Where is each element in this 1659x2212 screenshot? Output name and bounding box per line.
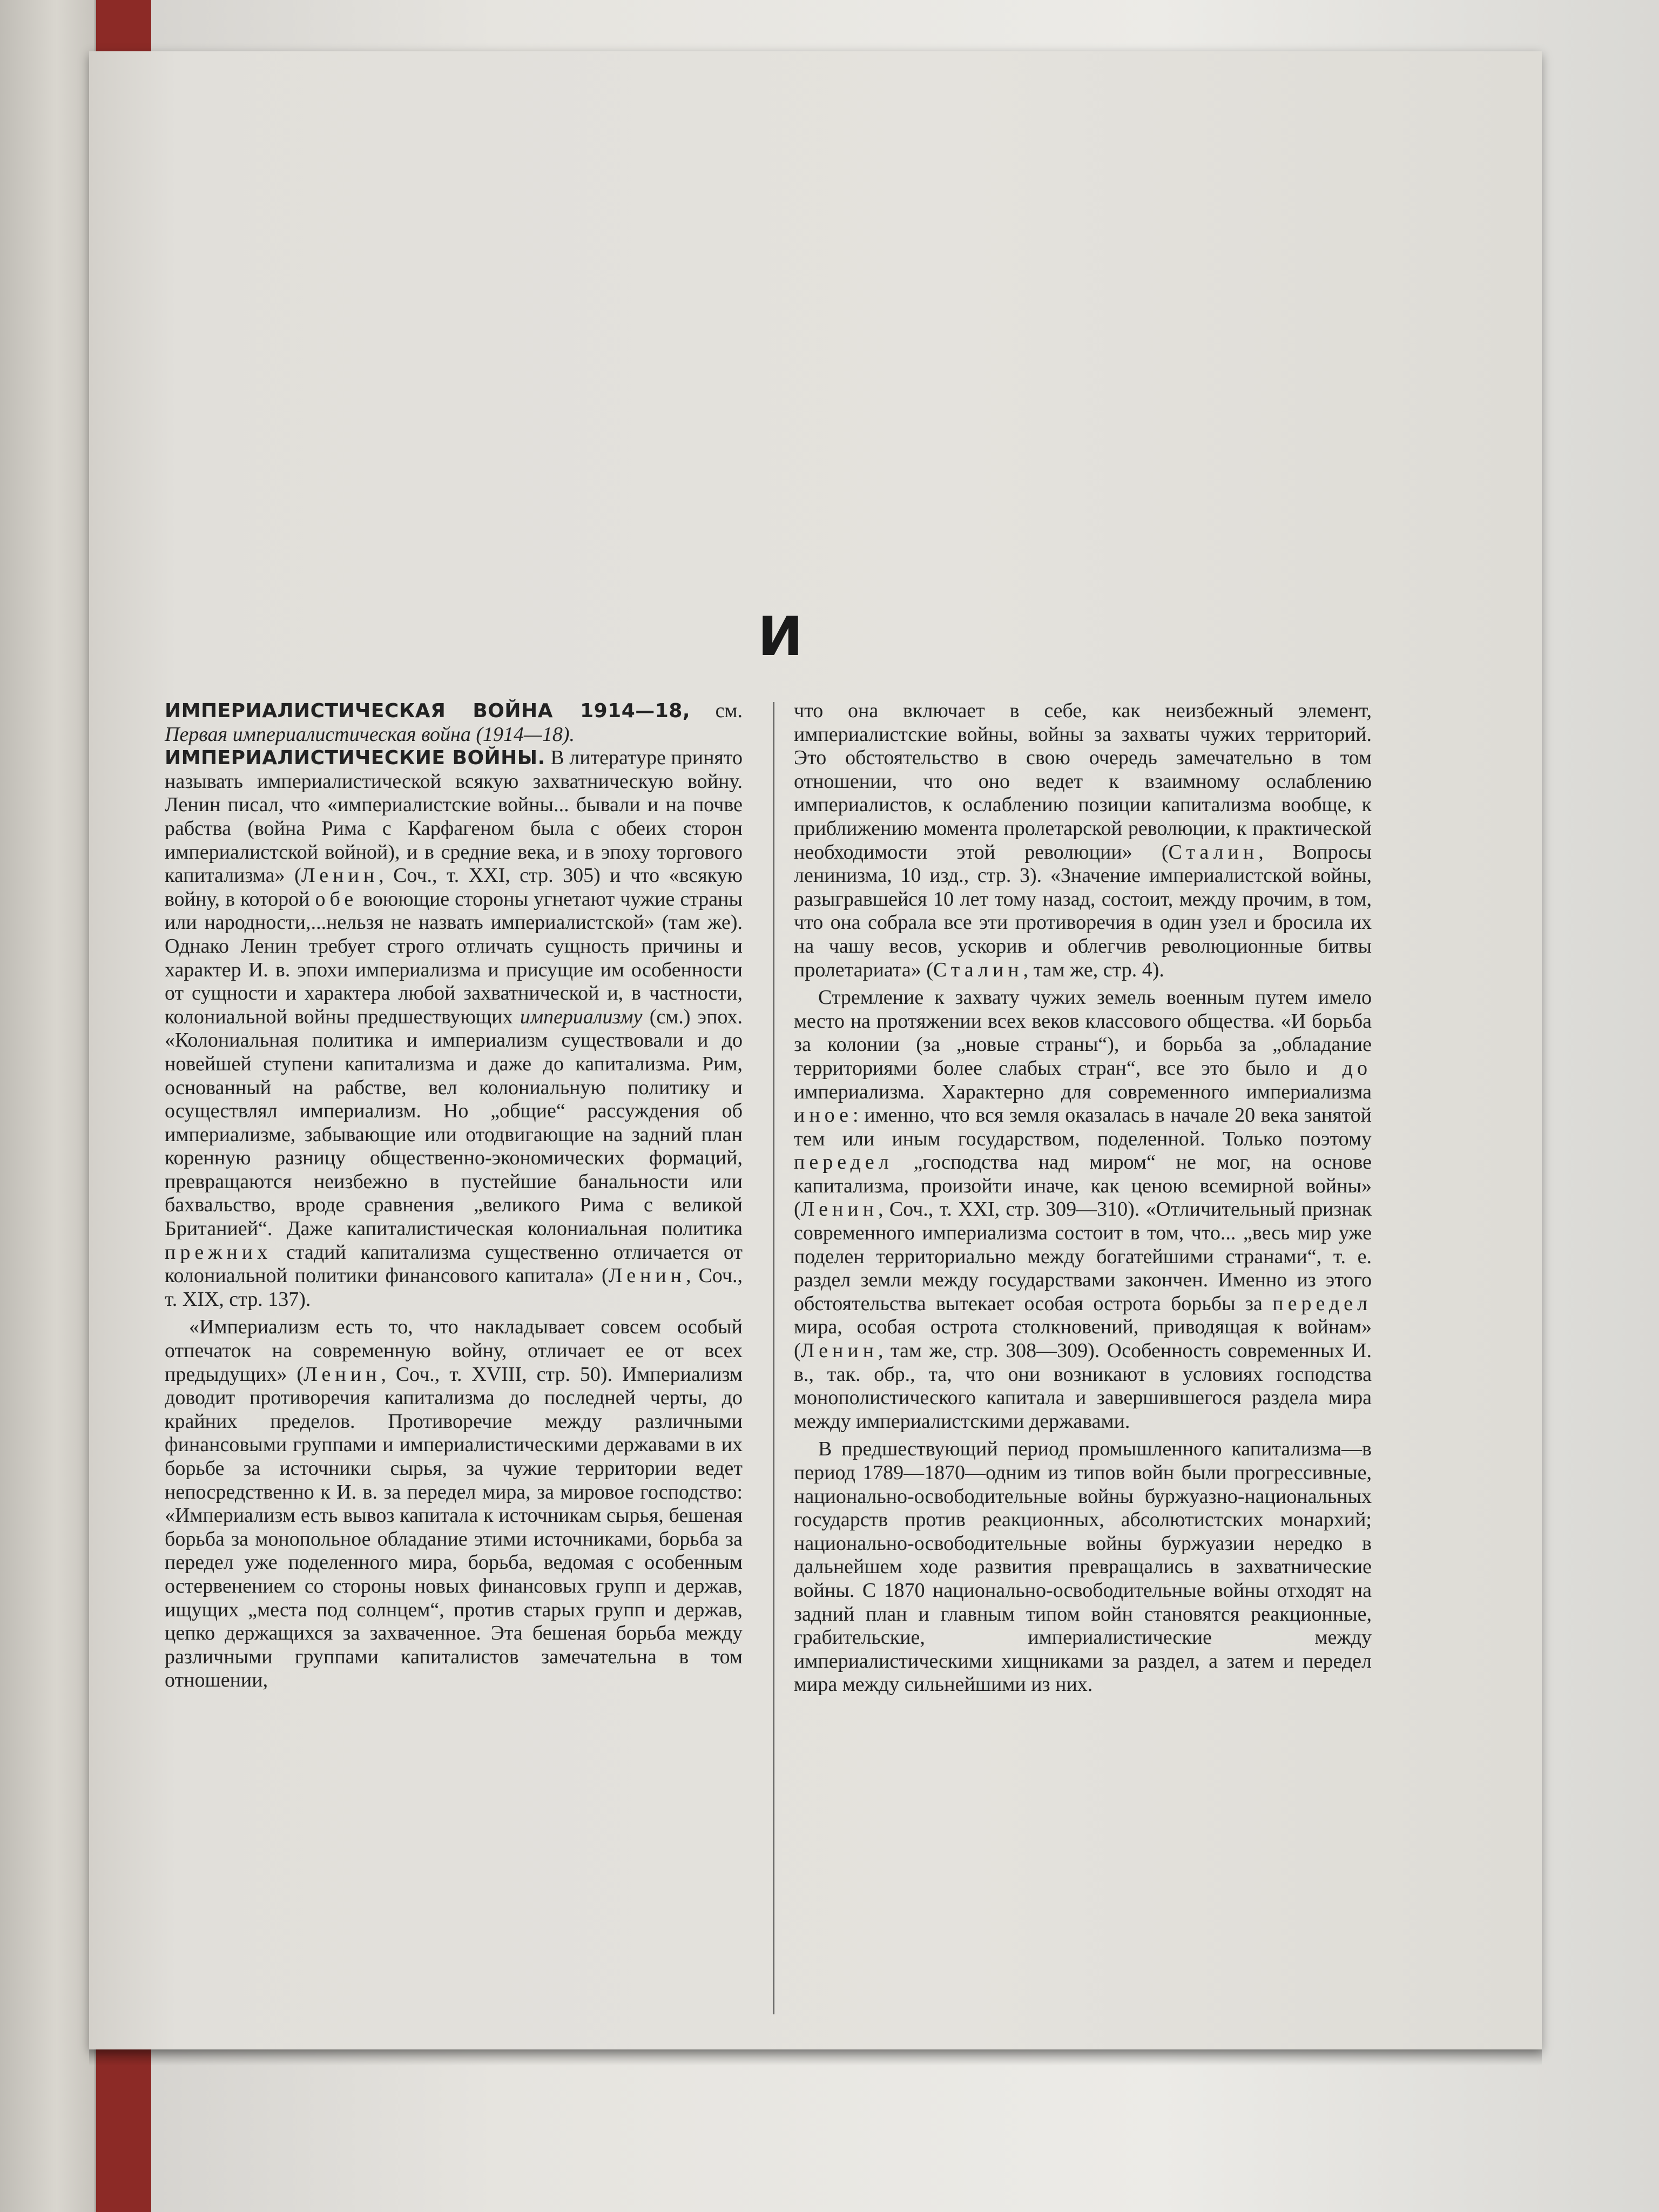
text-run: , Соч., т. XXI, стр. 309—310). «Отличительный признак современного империализма состоит в том, что... „весь мир уже поделен территориально между богатейшими странами“, т. е. раздел земли между государствами закончен. Именно из этого обстоятельства вытекает особая острота борьбы за (794, 1198, 1372, 1315)
previous-page-edge (0, 0, 96, 2212)
paragraph (794, 1438, 1372, 1697)
text-run: Стремление к захвату чужих земель военным путем имело место на протяжении всех веков классового общества. «И борьба за колонии (за „новые страны“), и борьба за „обладание территориями более слабых стран“, все это было (794, 986, 1372, 1080)
text-run: , там же, стр. 308—309). Особенность современных И. в., так. обр., та, что они возникают в условиях господства монополистического капитала и завершившегося раздела мира между империалистскими державами. (794, 1339, 1372, 1433)
emphasis-text: передел (1272, 1292, 1372, 1315)
text-run: , Соч., т. XIX, стр. 137). (165, 1264, 743, 1311)
entry-imperialist-wars (165, 746, 743, 1311)
text-run: «Империализм есть то, что накладывает совсем особый отпечаток на современную войну, отличает ее от всех предыдущих» ( (165, 1316, 743, 1386)
column-divider (773, 702, 774, 2014)
text-run: (см.) эпох. «Колониальная политика и империализм существовали и до новейшей ступени капитализма и даже до капитализма. Рим, основанный на рабстве, вел колониальную политику и осуществлял империализм. Но „общие“ рассуждения об империализме, забывающие или отодвигающие на задний план коренную разницу общественно-экономических формаций, превращаются неизбежно в пустейшие банальности или бахвальство, вроде сравнения „великого Рима с великой Британией“. Даже капиталистическая колониальная политика (165, 1005, 743, 1240)
text-run: , там же, стр. 4). (1023, 958, 1164, 981)
author-name: Ленин (301, 864, 379, 887)
author-name: Сталин (933, 958, 1023, 981)
author-name: Ленин (800, 1198, 879, 1221)
emphasis-text: иное (794, 1104, 853, 1127)
author-name: Сталин (1168, 840, 1259, 864)
paragraph (794, 699, 1372, 982)
text-run: мира, особая острота столкновений, приводящая к войнам» ( (794, 1316, 1372, 1363)
page-shadow (89, 2049, 1542, 2066)
text-run: В литературе принято называть империалистической всякую захватническую войну. Ленин писал, что «империалистские войны... бывали и на почве рабства (война Рима с Карфагеном была с обеих сторон империалистской войной), и в средние века, и в эпоху торгового капитализма» ( (165, 746, 743, 887)
cross-reference: Первая империалистическая война (1914—18). (165, 723, 575, 746)
text-run: : именно, что вся земля оказалась в начале 20 века занятой тем или иным государством, поделенной. Только поэтому (794, 1104, 1372, 1150)
author-name: Ленин (304, 1363, 381, 1386)
entry-imperialist-war-1914 (165, 699, 743, 746)
text-run: , Соч., т. XVIII, стр. 50). Империализм доводит противоречия капитализма до последней черты, до крайних пределов. Противоречие между различными финансовыми группами и империалистическими державами в их борьбе за источники сырья, за чужие территории ведет непосредственно к И. в. за передел мира, за мировое господство: «Империализм есть вывоз капитала к источникам сырья, бешеная борьба за монопольное обладание этими источниками, борьба за передел уже поделенного мира, борьба, ведомая с особенным остервенением со стороны новых финансовых групп и держав, ищущих „места под солнцем“, против старых групп и держав, цепко держащихся за захваченное. Эта бешеная борьба между различными группами капиталистов замечательна в том отношении, (165, 1363, 743, 1692)
entry-headword: ИМПЕРИАЛИСТИЧЕСКИЕ ВОЙНЫ. (165, 747, 545, 770)
text-run: что она включает в себе, как неизбежный элемент, империалистские войны, войны за захваты чужих территорий. Это обстоятельство в свою очередь замечательно в том отношении, что оно ведет к взаимному ослаблению империалистов, к ослаблению позиции капитализма вообще, к приближению момента пролетарской революции, к практической необходимости этой революции» ( (794, 699, 1372, 864)
text-run: стадий капитализма существенно отличается от колониальной политики финансового капитала» ( (165, 1240, 743, 1287)
text-run: воюющие стороны угнетают чужие страны или народности,...нельзя не назвать империалистской» (там же). Однако Ленин требует строго отличать сущность причины и характер И. в. эпохи империализма и присущие им особенности от сущности и характера любой захватнической и, в частности, колониальной войны предшествующих (165, 887, 743, 1028)
paragraph (794, 986, 1372, 1433)
entry-headword: ИМПЕРИАЛИСТИЧЕСКАЯ ВОЙНА 1914—18, (165, 700, 691, 722)
text-run: „господства над миром“ не мог, на основе капитализма, произойти иначе, как ценою всемирной войны» ( (794, 1151, 1372, 1221)
emphasis-text: и до (1306, 1056, 1372, 1080)
emphasis-text: передел (794, 1151, 893, 1174)
text-run: империализма. Характерно для современного империализма (794, 1080, 1372, 1103)
author-name: Ленин (800, 1339, 879, 1363)
cross-reference-link[interactable]: империализму (520, 1005, 643, 1028)
text-run: , Соч., т. XXI, стр. 305) и что «всякую войну, в которой (165, 864, 743, 911)
see-reference: см. (690, 699, 743, 722)
text-run: В предшествующий период промышленного капитализма—в период 1789—1870—одним из типов войн были прогрессивные, национально-освободительные войны буржуазно-национальных государств против реакционных, абсолютистских монархий; национально-освободительные войны буржуазии нередко в дальнейшем ходе развития превращались в захватнические войны. С 1870 национально-освободительные войны отходят на задний план и главным типом войн становятся реакционные, грабительские, империалистические между империалистическими хищниками за раздел, а затем и передел мира между сильнейшими из них. (794, 1438, 1372, 1696)
paragraph (165, 1316, 743, 1692)
text-run: , Вопросы ленинизма, 10 изд., стр. 3). «Значение империалистской войны, разыгравшейся 10 лет тому назад, состоит, между прочим, в том, что она собрала все эти противоречия в один узел и бросила их на чашу весов, ускорив и облегчив революционные битвы пролетариата» ( (794, 840, 1372, 981)
emphasis-text: обе (315, 887, 358, 911)
section-letter: И (758, 605, 803, 668)
author-name: Ленин (608, 1264, 686, 1287)
emphasis-text: прежних (165, 1240, 272, 1264)
right-column (794, 699, 1372, 1697)
left-column (165, 699, 743, 1692)
